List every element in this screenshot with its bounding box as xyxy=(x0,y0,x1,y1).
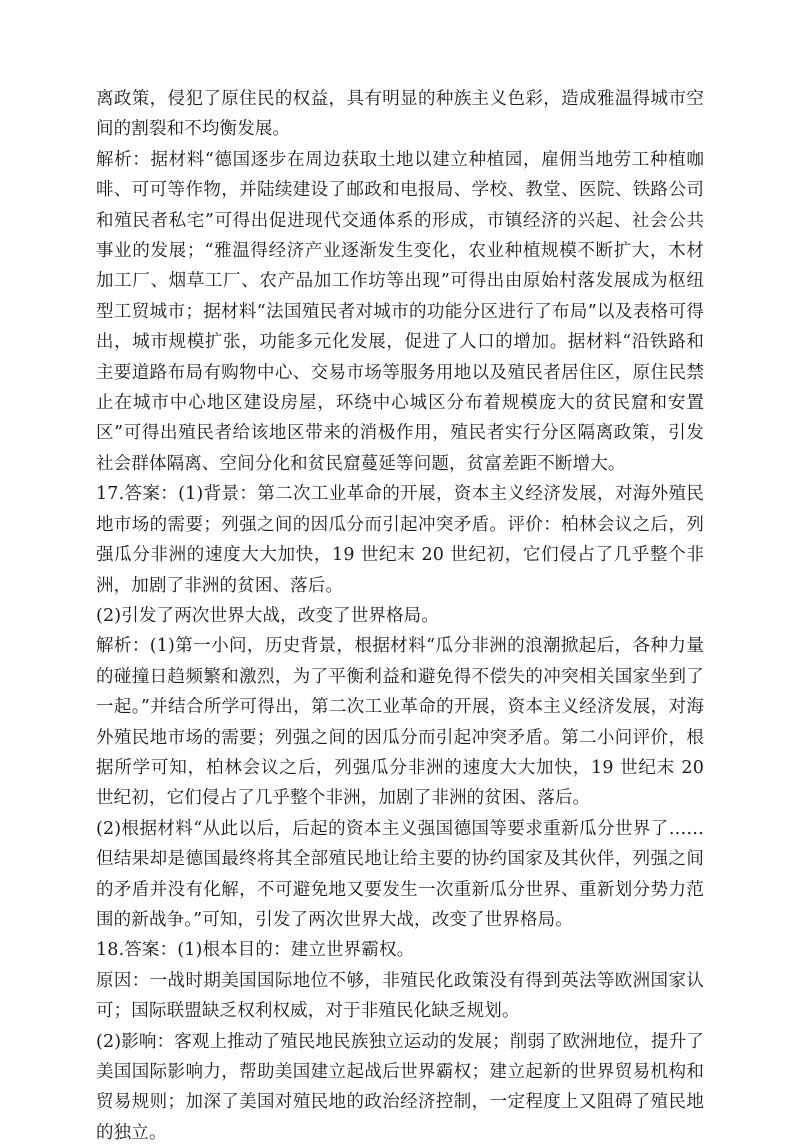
paragraph-answer-17-part1: 17.答案：(1)背景：第二次工业革命的开展，资本主义经济发展，对海外殖民地市场的需要；列强之间的因瓜分而引起冲突矛盾。评价：柏林会议之后，列强瓜分非洲的速度大大加快，19 世纪末 20 世纪初，它们侵占了几乎整个非洲，加剧了非洲的贫困、落后。 xyxy=(96,484,704,596)
paragraph-analysis-17-part1: 解析：(1)第一小问，历史背景，根据材料“瓜分非洲的浪潮掀起后，各种力量的碰撞日趋频繁和激烈，为了平衡利益和避免得不偿失的冲突相关国家坐到了一起。”并结合所学可得出，第二次工业革命的开展，资本主义经济发展，对海外殖民地市场的需要；列强之间的因瓜分而引起冲突矛盾。第二小问评价，根据所学可知，柏林会议之后，列强瓜分非洲的速度大大加快，19 世纪末 20 世纪初，它们侵占了几乎整个非洲，加剧了非洲的贫困、落后。 xyxy=(96,636,704,809)
paragraph-analysis-16: 解析：据材料“德国逐步在周边获取土地以建立种植园，雇佣当地劳工种植咖啡、可可等作物，并陆续建设了邮政和电报局、学校、教堂、医院、铁路公司和殖民者私宅”可得出促进现代交通体系的形成，市镇经济的兴起、社会公共事业的发展；“雅温得经济产业逐渐发生变化，农业种植规模不断扩大，木材加工厂、烟草工厂、农产品加工作坊等出现”可得出由原始村落发展成为枢纽型工贸城市；据材料“法国殖民者对城市的功能分区进行了布局”以及表格可得出，城市规模扩张，功能多元化发展，促进了人口的增加。据材料“沿铁路和主要道路布局有购物中心、交易市场等服务用地以及殖民者居住区，原住民禁止在城市中心地区建设房屋，环绕中心城区分布着规模庞大的贫民窟和安置区”可得出殖民者给该地区带来的消极作用，殖民者实行分区隔离政策，引发社会群体隔离、空间分化和贫民窟蔓延等问题，贫富差距不断增大。 xyxy=(96,149,704,474)
paragraph-answer-18-reason: 原因：一战时期美国国际地位不够，非殖民化政策没有得到英法等欧洲国家认可；国际联盟缺乏权利权威，对于非殖民化缺乏规划。 xyxy=(96,970,704,1022)
paragraph-answer-18-part2: (2)影响：客观上推动了殖民地民族独立运动的发展；削弱了欧洲地位，提升了美国国际影响力，帮助美国建立起战后世界霸权；建立起新的世界贸易机构和贸易规则；加深了美国对殖民地的政治经济控制，一定程度上又阻碍了殖民地的独立。 xyxy=(96,1031,704,1143)
paragraph-answer-18-part1: 18.答案：(1)根本目的：建立世界霸权。 xyxy=(96,940,415,961)
paragraph-analysis-17-part2: (2)根据材料“从此以后，后起的资本主义强国德国等要求重新瓜分世界了……但结果却是德国最终将其全部殖民地让给主要的协约国家及其伙伴，列强之间的矛盾并没有化解，不可避免地又要发生一次重新瓜分世界、重新划分势力范围的新战争。”可知，引发了两次世界大战，改变了世界格局。 xyxy=(96,818,704,930)
document-body xyxy=(96,84,704,1148)
paragraph-segregation-conclusion: 离政策，侵犯了原住民的权益，具有明显的种族主义色彩，造成雅温得城市空间的割裂和不均衡发展。 xyxy=(96,89,704,140)
paragraph-answer-17-part2: (2)引发了两次世界大战，改变了世界格局。 xyxy=(96,605,439,626)
